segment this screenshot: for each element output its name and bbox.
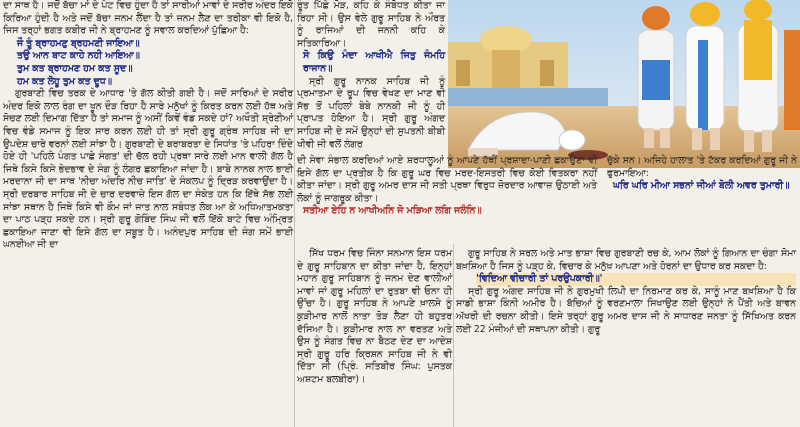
article-column-2 (297, 0, 445, 151)
wide-right (607, 155, 797, 193)
paragraph: ਰੂੰਤ ਪਿੱਛੇ ਮੋੜ, ਕਹਿ ਕੇ ਸੰਬੋਧਤ ਕੀਤਾ ਜਾ ਰਿਹਾ ਸੀ। ਉਸ ਵੇਲੇ ਗੁਰੂ ਸਾਹਿਬ ਨੇ ਔਰਤ ਨੂੰ ਰਾਜਿਆਂ ਦੀ ਜਨਨੀ ਕਹਿ ਕੇ ਸਤਿਕਾਰਿਆ। (297, 0, 445, 49)
sarovar-water (448, 88, 608, 108)
article-column-2b (297, 248, 452, 387)
article-column-3 (456, 248, 796, 336)
scripture-quote: ਤਉ ਆਨ ਬਾਟ ਕਾਹੇ ਨਹੀ ਆਇਆ॥ (17, 50, 140, 62)
article-column-1 (3, 0, 293, 427)
illustration-svg (448, 0, 800, 168)
paragraph: ਦੀ ਸੇਵਾ ਸੰਭਾਲ ਕਰਦਿਆਂ ਆਏ ਸ਼ਰਧਾਲੂਆਂ ਨੂੰ ਆਪਣੇ ਹੱਥੀਂ ਪ੍ਰਸ਼ਾਦਾ-ਪਾਣੀ ਛਕਾਉਣਾ ਵੀ ਇਸੇ ਗੱਲ ਦਾ ਪ੍ਰਤੀਕ ਹੈ ਕਿ ਗੁਰੂ ਘਰ ਵਿਚ ਮਰਦ-ਇਸਤਰੀ ਵਿਚ ਕੋਈ ਵਿਤਕਰਾ ਨਹੀਂ ਕੀਤਾ ਜਾਂਦਾ। ਸ੍ਰੀ ਗੁਰੂ ਅਮਰ ਦਾਸ ਜੀ ਸਤੀ ਪ੍ਰਥਾ ਵਿਰੁਧ ਜ਼ੋਰਦਾਰ ਆਵਾਜ਼ ਉਠਾਈ ਅਤੇ ਲੋਕਾਂ ਨੂੰ ਜਾਗਰੂਕ ਕੀਤਾ। (297, 155, 597, 204)
paragraph: ਸ੍ਰੀ ਗੁਰੂ ਅੰਗਦ ਸਾਹਿਬ ਜੀ ਨੇ ਗੁਰਮੁਖੀ ਲਿਪੀ ਦਾ ਨਿਰਮਾਣ ਕਰ ਕੇ, ਸਾਨੂੰ ਮਾਣ ਬਖ਼ਸ਼ਿਆ ਹੈ ਕਿ ਸਾਡੀ ਭਾਸ਼ਾ ਕਿੰਨੀ ਅਮੀਰ ਹੈ। ਬੱਚਿਆਂ ਨੂੰ ਵਰਣਮਾਲਾ ਸਿਖਾਉਣ ਲਈ ਉਨ੍ਹਾਂ ਨੇ ਪੈਂਤੀ ਅਤੇ ਬਾਵਨ ਅੱਖਰੀ ਦੀ ਰਚਨਾ ਕੀਤੀ। ਇਸੇ ਤਰ੍ਹਾਂ ਗੁਰੂ ਅਮਰ ਦਾਸ ਜੀ ਨੇ ਸਾਧਾਰਣ ਜਨਤਾ ਨੂੰ ਸਿੱਖਿਅਤ ਕਰਨ ਲਈ 22 ਮੰਜੀਆਂ ਦੀ ਸਥਾਪਨਾ ਕੀਤੀ। ਗੁਰੂ (456, 285, 796, 335)
column-divider (453, 244, 454, 427)
paragraph: ਸ੍ਰੀ ਗੁਰੂ ਨਾਨਕ ਸਾਹਿਬ ਜੀ ਨੂੰ ਪ੍ਰਮਾਤਮਾ ਦੇ ਰੂਪ ਵਿਚ ਵੇਖਣ ਦਾ ਮਾਣ ਵੀ ਸੱਭ ਤੋਂ ਪਹਿਲਾਂ ਬੇਬੇ ਨਾਨਕੀ ਜੀ ਨੂੰ ਹੀ ਪ੍ਰਾਪਤ ਹੋਇਆ ਹੈ। ਸ੍ਰੀ ਗੁਰੂ ਅੰਗਦ ਸਾਹਿਬ ਜੀ ਦੇ ਸਮੇਂ ਉਨ੍ਹਾਂ ਦੀ ਸੁਪਤਨੀ ਬੀਬੀ ਖੀਵੀ ਜੀ ਵਲੋਂ ਲੰਗਰ (297, 75, 445, 150)
scripture-quote: ਸੋ ਕਿਉ ਮੰਦਾ ਆਖੀਐ ਜਿਤੁ ਜੰਮਹਿ ਰਾਜਾਨ॥ (303, 50, 445, 74)
scripture-quote: ਘਰਿ ਘਰਿ ਮੀਆ ਸਭਨਾਂ ਜੀਆਂ ਬੋਲੀ ਅਵਰ ਤੁਮਾਰੀ॥ (613, 180, 790, 192)
paragraph: ਦਾ ਸਾਥ ਹੈ। ਜਦੋਂ ਬੱਚਾ ਮਾਂ ਦੇ ਪੇਟ ਵਿਚ ਹੁੰਦਾ ਹੈ ਤਾਂ ਸਾਰੀਆਂ ਮਾਵਾਂ ਦੇ ਸਰੀਰ ਅੰਦਰ ਇਕੋ ਕਿਰਿਆ ਹੁੰਦੀ ਹੈ ਅਤੇ ਜਦੋਂ ਬੱਚਾ ਜਨਮ ਲੈਂਦਾ ਹੈ ਤਾਂ ਜਨਮ ਲੈਣ ਦਾ ਤਰੀਕਾ ਵੀ ਇਕੋ ਹੈ, ਜਿਸ ਤਰ੍ਹਾਂ ਭਗਤ ਕਬੀਰ ਜੀ ਨੇ ਬ੍ਰਾਹਮਣ ਨੂੰ ਸਵਾਲ ਕਰਦਿਆਂ ਪੁੱਛਿਆ ਹੈ: (3, 0, 293, 37)
scripture-quote: 'ਵਿਦਿਆ ਵੀਚਾਰੀ ਤਾਂ ਪਰਉਪਕਾਰੀ॥' (476, 273, 796, 286)
paragraph: ਚੁੱਕੇ ਸਨ। ਅਜਿਹੇ ਹਾਲਾਤ 'ਤੇ ਟੱਕਰ ਕਰਦਿਆਂ ਗੁਰੂ ਜੀ ਨੇ ਫੁਰਮਾਇਆ: (607, 155, 797, 179)
article-wide-band (297, 155, 797, 218)
illustration-bowing-devotee (448, 0, 800, 168)
wide-left (297, 155, 597, 218)
scripture-quote: ਹਮ ਕਤ ਲੋਹੂ ਤੁਮ ਕਤ ਦੂਧ॥ (17, 75, 112, 87)
paragraph: ਗੁਰੂ ਸਾਹਿਬ ਨੇ ਸਰਲ ਅਤੇ ਮਾਤ ਭਾਸ਼ਾ ਵਿਚ ਗੁਰਬਾਣੀ ਰਚ ਕੇ, ਆਮ ਲੋਕਾਂ ਨੂੰ ਗਿਆਨ ਦਾ ਚੰਗਾ ਸੋਮਾ ਬਖ਼ਸ਼ਿਆ ਹੈ ਜਿਸ ਨੂੰ ਪੜ੍ਹ ਕੇ, ਵਿਚਾਰ ਕੇ ਮਨੁੱਖ ਆਪਣਾ ਅਤੇ ਹੋਰਨਾਂ ਦਾ ਉਧਾਰ ਕਰ ਸਕਦਾ ਹੈ: (456, 248, 796, 272)
scripture-quote: ਸਤੀਆ ਏਹਿ ਨ ਆਖੀਅਨਿ ਜੋ ਮੜਿਆ ਲਗਿ ਜਲੰਨਿ॥ (303, 205, 482, 217)
paragraph: ਗੁਰਬਾਣੀ ਵਿਚ ਤਰਕ ਦੇ ਆਧਾਰ 'ਤੇ ਗੱਲ ਕੀਤੀ ਗਈ ਹੈ। ਜਦੋਂ ਸਾਰਿਆਂ ਦੇ ਸਰੀਰ ਅੰਦਰ ਇਕੋ ਲਾਲ ਰੰਗ ਦਾ ਖੂਨ ਦੌੜ ਰਿਹਾ ਹੈ ਸਾਰੇ ਮਨੁੱਖਾਂ ਨੂੰ ਕਿਰਤ ਕਰਨ ਲਈ ਹੱਥ ਅਤੇ ਸੋਚਣ ਲਈ ਦਿਮਾਗ ਦਿੱਤਾ ਹੈ ਤਾਂ ਸਮਾਜ ਨੂੰ ਅਸੀਂ ਕਿਵੇਂ ਵੰਡ ਸਕਦੇ ਹਾਂ? ਅਖੌਤੀ ਸ਼੍ਰੇਣੀਆਂ ਵਿਚ ਵੰਡੇ ਸਮਾਜ ਨੂੰ ਇਕ ਸਾਰ ਕਰਨ ਲਈ ਹੀ ਤਾਂ ਸ੍ਰੀ ਗੁਰੂ ਗ੍ਰੰਥ ਸਾਹਿਬ ਜੀ ਦਾ ਉਪਦੇਸ਼ ਚਾਰੇ ਵਰਨਾਂ ਲਈ ਸਾਂਝਾ ਹੈ। ਗੁਰਬਾਣੀ ਦੇ ਬਰਾਬਰਤਾ ਦੇ ਸਿਧਾਂਤ 'ਤੇ ਪਹਿਰਾ ਦਿੰਦੇ ਹੋਏ ਹੀ 'ਪਹਿਲੇ ਪੰਗਤ ਪਾਛੇ ਸੰਗਤ' ਦੀ ਚੱਲ ਰਹੀ ਪ੍ਰਥਾ ਸਾਰੇ ਲਈ ਮਾਨ ਵਾਲੀ ਗੱਲ ਹੈ ਜਿਥੇ ਕਿਸੇ ਕਿਸੇ ਭੇਦਭਾਵ ਦੇ ਸੰਗ ਨੂੰ ਲੰਗਰ ਛਕਾਇਆ ਜਾਂਦਾ ਹੈ। ਬਾਬੇ ਨਾਨਕ ਨਾਲ ਭਾਈ ਮਰਦਾਨਾ ਜੀ ਦਾ ਸਾਥ 'ਨੀਚਾ ਅੰਦਰਿ ਨੀਚ ਜਾਤਿ' ਦੇ ਸੰਕਲਪ ਨੂੰ ਦ੍ਰਿੜ ਕਰਵਾਉਂਦਾ ਹੈ। ਸ੍ਰੀ ਦਰਬਾਰ ਸਾਹਿਬ ਜੀ ਦੇ ਚਾਰ ਦਰਵਾਜ਼ੇ ਇਸ ਗੱਲ ਦਾ ਸੰਕੇਤ ਹਨ ਕਿ ਇੱਥੇ ਸੱਭ ਲਈ ਸਾਂਝਾ ਸਥਾਨ ਹੈ ਜਿਥੇ ਕਿਸੇ ਵੀ ਕੌਮ ਜਾਂ ਜਾਤ ਨਾਲ ਸਬੰਧਤ ਲੋਕ ਆ ਕੇ ਅਧਿਆਤਮਕਤਾ ਦਾ ਪਾਠ ਪੜ੍ਹ ਸਕਦੇ ਹਨ। ਸ੍ਰੀ ਗੁਰੂ ਗੋਬਿੰਦ ਸਿੰਘ ਜੀ ਵਲੋਂ ਇੱਕੋ ਬਾਟੇ ਵਿਚ ਅੰਮ੍ਰਿਤ ਛਕਾਇਆ ਜਾਣਾ ਵੀ ਇਸੇ ਗੱਲ ਦਾ ਸਬੂਤ ਹੈ। ਅਨੰਦਪੁਰ ਸਾਹਿਬ ਦੀ ਜੰਗ ਸਮੇਂ ਭਾਈ ਘਨਈਆ ਜੀ ਦਾ (3, 88, 293, 251)
column-divider (294, 0, 295, 427)
scripture-quote: ਜੌ ਤੂੰ ਬ੍ਰਾਹਮਣੁ ਬ੍ਰਹਮਣੀ ਜਾਇਆ॥ (17, 37, 140, 49)
paragraph: ਸਿੱਖ ਧਰਮ ਵਿਚ ਜਿੰਨਾ ਸਨਮਾਨ ਇਸ ਧਰਮ ਦੇ ਗੁਰੂ ਸਾਹਿਬਾਨ ਦਾ ਕੀਤਾ ਜਾਂਦਾ ਹੈ, ਇਨ੍ਹਾਂ ਮਹਾਨ ਗੁਰੂ ਸਾਹਿਬਾਨ ਨੂੰ ਜਨਮ ਦੇਣ ਵਾਲੀਆਂ ਮਾਵਾਂ ਜਾਂ ਗੁਰੂ ਮਹਿਲਾਂ ਦਾ ਰੁਤਬਾ ਵੀ ਓਨਾ ਹੀ ਉੱਚਾ ਹੈ। ਗੁਰੂ ਸਾਹਿਬ ਨੇ ਆਪਣੇ ਖ਼ਾਲਸੇ ਨੂੰ ਕੁੜੀਮਾਰ ਨਾਲੋਂ ਨਾਤਾ ਤੋੜ ਲੈਣਾ ਹੀ ਬਹੁਤਰ ਦੱਸਿਆ ਹੈ। ਕੁੜੀਮਾਰ ਨਾਲ ਨਾ ਵਰਤਣ ਅਤੇ ਉਸ ਨੂੰ ਸੰਗਤ ਵਿਚ ਨਾ ਬੈਠਣ ਦੇਣ ਦਾ ਆਦੇਸ਼ ਸ੍ਰੀ ਗੁਰੂ ਹਰਿ ਕ੍ਰਿਸ਼ਨ ਸਾਹਿਬ ਜੀ ਨੇ ਵੀ ਦਿੱਤਾ ਸੀ (ਪ੍ਰਿੰ. ਸਤਿਬੀਰ ਸਿੰਘ: ਪੁਸਤਕ ਅਸ਼ਟਮ ਬਲਬੀਰਾ)। (297, 248, 452, 385)
scripture-quote: ਤੁਮ ਕਤ ਬ੍ਰਾਹਮਣ ਹਮ ਕਤ ਸੂਦ॥ (17, 62, 133, 74)
